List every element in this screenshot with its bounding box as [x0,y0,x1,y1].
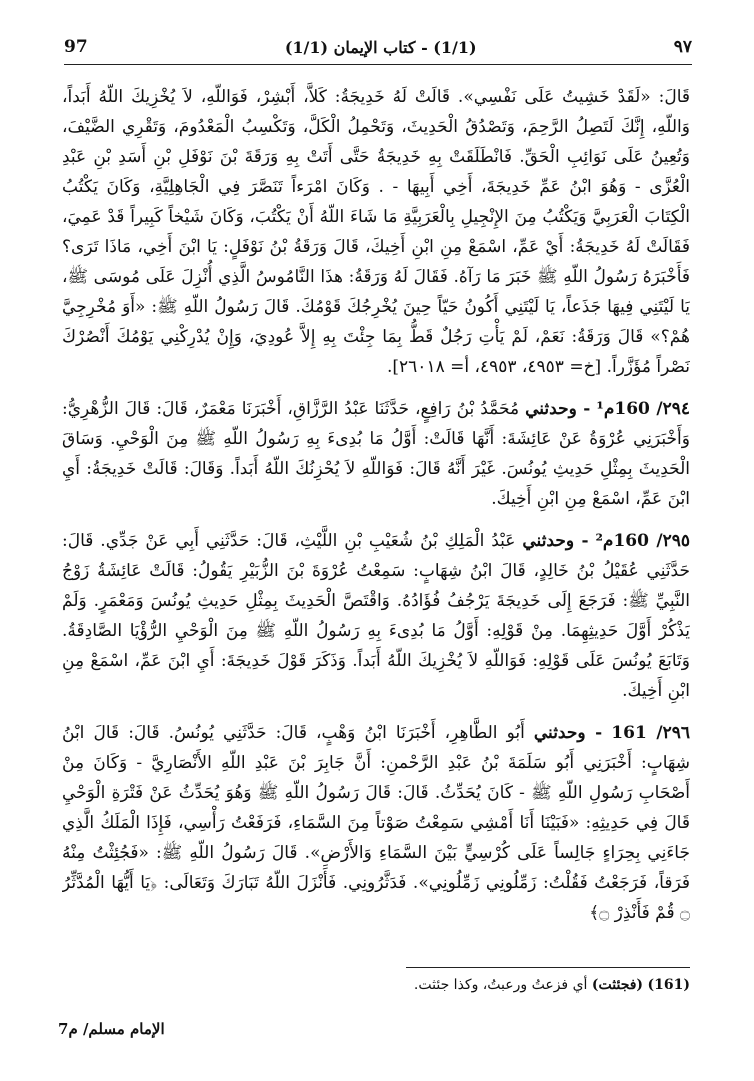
paragraph-continuation [62,82,690,382]
footnote-divider [406,967,690,968]
hadith-295 [62,526,690,706]
page-number-left: 97 [64,37,88,57]
hadith-label: - وحدثني [525,399,591,419]
footnote-text: أي فزعتُ ورعبتُ، وكذا جئثت. [413,977,588,993]
signature-mark: الإمام مسلم/ م7 [58,1020,165,1038]
footnote-term: (فجئثت) [591,977,644,993]
hadith-text: أَبُو الطَّاهِرِ، أَخْبَرَنَا ابْنُ وَهْبٍ، قَالَ: حَدَّثَنِي يُونُسُ. قَالَ: قَالَ ابْنُ شِهَابٍ: أَخْبَرَنِي أَبُو سَلَمَةَ بْنُ عَبْدِ الرَّحْمنِ: أَنَّ جَابِرَ بْنَ عَبْدِ اللّهِ الأَنْصَارِيَّ - وَكَانَ مِنْ أَصْحَابِ رَسُولِ اللّهِ ﷺ - كَانَ يُحَدِّثُ. قَالَ: قَالَ رَسُولُ اللّهِ ﷺ وَهُوَ يُحَدِّثُ عَنْ فَتْرَةِ الْوَحْيِ قَالَ فِي حَدِيثِهِ: «فَبَيْنَا أَنَا أَمْشِي سَمِعْتُ صَوْتاً مِنَ السَّمَاءِ، فَرَفَعْتُ رَأْسِي، فَإِذَا الْمَلَكُ الَّذِي جَاءَنِي بِحِرَاءٍ جَالِساً عَلَى كُرْسِيٍّ بَيْنَ السَّمَاءِ وَالأَرْضِ». قَالَ رَسُولُ اللّهِ ﷺ: «فَجُئِثْتُ مِنْهُ فَرَقاً، فَرَجَعْتُ فَقُلْتُ: زَمِّلُونِي زَمِّلُونِي». فَدَثَّرُونِي. فَأَنْزَلَ اللّهُ تَبَارَكَ وَتَعَالَى: ﴿يَا أَيُّهَا الْمُدَّثِّرُ ۝ قُمْ فَأَنْذِرْ ۝﴾ [62,723,690,923]
chapter-title: (1/1) - كتاب الإيمان (1/1) [284,37,477,57]
hadith-text: عَبْدُ الْمَلِكِ بْنُ شُعَيْبِ بْنِ اللَّيْثِ، قَالَ: حَدَّثَنِي أَبِي عَنْ جَدِّي. قَالَ: حَدَّثَنِي عُقَيْلُ بْنُ خَالِدٍ، قَالَ ابْنُ شِهَابٍ: سَمِعْتُ عُرْوَةَ بْنَ الزُّبَيْرِ يَقُولُ: قَالَتْ عَائِشَةُ زَوْجُ النَّبِيِّ ﷺ: فَرَجَعَ إِلَى خَدِيجَةَ يَرْجُفُ فُؤَادُهُ. وَاقْتَصَّ الْحَدِيثَ بِمِثْلِ حَدِيثِ يُونُسَ وَمَعْمَرٍ. وَلَمْ يَذْكُرْ أَوَّلَ حَدِيثِهِمَا. مِنْ قَوْلِهِ: أَوَّلُ مَا بُدِىءَ بِهِ رَسُولُ اللّهِ ﷺ مِنَ الْوَحْيِ الرُّؤْيَا الصَّادِقَةُ. وَتَابَعَ يُونُسَ عَلَى قَوْلِهِ: فَوَاللّهِ لاَ يُخْزِيكَ اللّهُ أَبَداً. وَذَكَرَ قَوْلَ خَدِيجَةَ: أَيِ ابْنَ عَمِّ، اسْمَعْ مِنِ ابْنِ أَخِيكَ. [62,531,690,701]
footnote [200,975,690,995]
hadith-number: ٢٩٤/ 160م¹ [596,399,690,419]
footnote-ref: (161) [647,977,690,993]
main-text [62,82,690,953]
page-number-right: ٩٧ [673,37,692,57]
hadith-296 [62,718,690,928]
hadith-label: - وحدثني [522,531,589,551]
paragraph-text: قَالَ: «لَقَدْ خَشِيتُ عَلَى نَفْسِي». قَالَتْ لَهُ خَدِيجَةُ: كَلاَّ، أَبْشِرْ، فَوَاللّهِ، لاَ يُخْزِيكَ اللّهُ أَبَداً، وَاللّهِ، إِنَّكَ لَتَصِلُ الرَّحِمَ، وَتَصْدُقُ الْحَدِيثَ، وَتَحْمِلُ الْكَلَّ، وَتَكْسِبُ الْمَعْدُومَ، وَتَقْرِي الضَّيْفَ، وَتُعِينُ عَلَى نَوَائِبِ الْحَقِّ. فَانْطَلَقَتْ بِهِ خَدِيجَةُ حَتَّى أَتَتْ بِهِ وَرَقَةَ بْنَ نَوْفَلِ بْنِ أَسَدِ بْنِ عَبْدِ الْعُزَّى - وَهُوَ ابْنُ عَمِّ خَدِيجَةَ، أَخِي أَبِيهَا - . وَكَانَ امْرَءاً تَنَصَّرَ فِي الْجَاهِلِيَّةِ، وَكَانَ يَكْتُبُ الْكِتَابَ الْعَرَبِيَّ وَيَكْتُبُ مِنَ الإِنْجِيلِ بِالْعَرَبِيَّةِ مَا شَاءَ اللّهُ أَنْ يَكْتُبَ، وَكَانَ شَيْخاً كَبِيراً قَدْ عَمِيَ، فَقَالَتْ لَهُ خَدِيجَةُ: أَيْ عَمِّ، اسْمَعْ مِنِ ابْنِ أَخِيكَ، قَالَ وَرَقَةُ بْنُ نَوْفَلٍ: يَا ابْنَ أَخِي، مَاذَا تَرَى؟ فَأَخْبَرَهُ رَسُولُ اللّهِ ﷺ خَبَرَ مَا رَآهُ. فَقَالَ لَهُ وَرَقَةُ: هذَا النَّامُوسُ الَّذِي أُنْزِلَ عَلَى مُوسَى ﷺ، يَا لَيْتَنِي فِيهَا جَذَعاً، يَا لَيْتَنِي أَكُونُ حَيّاً حِينَ يُخْرِجُكَ قَوْمُكَ. قَالَ رَسُولُ اللّهِ ﷺ: «أَوَ مُخْرِجِيَّ هُمْ؟» قَالَ وَرَقَةُ: نَعَمْ، لَمْ يَأْتِ رَجُلٌ قَطُّ بِمَا جِئْتَ بِهِ إِلاَّ عُودِيَ، وَإِنْ يُدْرِكْنِي يَوْمُكَ أَنْصُرْكَ نَصْراً مُؤَزَّراً. [خ= ٤٩٥٣، ٤٩٥٣، أ= ٢٦٠١٨]. [62,87,690,377]
hadith-number: ٢٩٥/ 160م² [595,531,690,551]
hadith-number: ٢٩٦/ 161 [611,723,690,743]
hadith-294 [62,394,690,514]
running-header [64,30,692,65]
hadith-text: مُحَمَّدُ بْنُ رَافِعٍ، حَدَّثَنَا عَبْدُ الرَّزَّاقِ، أَخْبَرَنَا مَعْمَرٌ، قَالَ: قَالَ الزُّهْرِيُّ: وَأَخْبَرَنِي عُرْوَةُ عَنْ عَائِشَةَ: أَنَّهَا قَالَتْ: أَوَّلُ مَا بُدِىءَ بِهِ رَسُولُ اللّهِ ﷺ مِنَ الْوَحْيِ. وَسَاقَ الْحَدِيثَ بِمِثْلِ حَدِيثِ يُونُسَ. غَيْرَ أَنَّهُ قَالَ: فَوَاللّهِ لاَ يُحْزِنُكَ اللّهُ أَبَداً. وَقَالَ: قَالَتْ خَدِيجَةُ: أَيِ ابْنَ عَمِّ، اسْمَعْ مِنِ ابْنِ أَخِيكَ. [62,399,690,509]
hadith-label: - وحدثني [533,723,603,743]
